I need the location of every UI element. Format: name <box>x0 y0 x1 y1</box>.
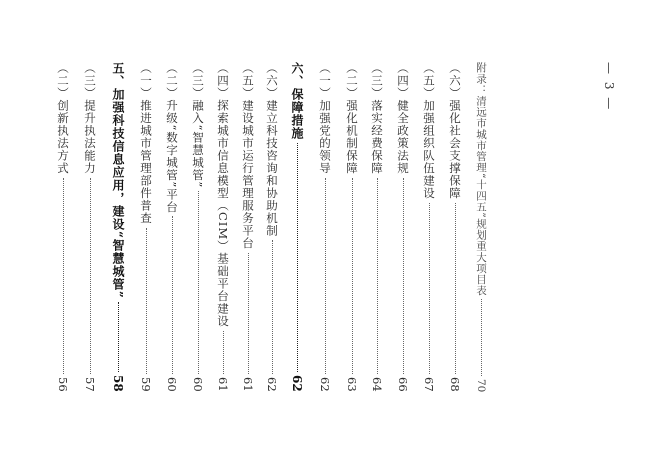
dot-leader <box>481 299 482 376</box>
toc-entry-title: （三）落实经费保障 <box>370 62 384 175</box>
toc-entry <box>396 62 410 392</box>
dot-leader <box>352 178 353 375</box>
toc-entry-title: （六）建立科技咨询和协助机制 <box>265 62 279 237</box>
toc-entry <box>241 62 255 392</box>
toc-entry-page: 66 <box>396 377 410 392</box>
toc-entry <box>422 62 436 392</box>
dot-leader <box>248 253 249 375</box>
dot-leader <box>63 178 64 375</box>
toc-entry-page: 59 <box>139 377 153 392</box>
dot-leader <box>223 331 224 375</box>
toc-entry-page: 62 <box>265 377 279 392</box>
toc-entry-page: 62 <box>290 375 304 392</box>
dot-leader <box>272 240 273 374</box>
toc-entry <box>345 62 359 392</box>
toc-entry-page: 67 <box>422 377 436 392</box>
toc-entry-page: 56 <box>56 377 70 392</box>
toc-entry <box>56 62 70 392</box>
toc-entry-title: 六、保障措施 <box>290 62 304 140</box>
toc-entry-title: （一）加强党的领导 <box>318 62 332 175</box>
dot-leader <box>90 178 91 375</box>
toc-entry-page: 60 <box>165 377 179 392</box>
toc-entry-title: 附录：清远市城市管理“十四五”规划重大项目表 <box>475 62 487 296</box>
toc-entry-title: （四）探索城市信息模型（CIM）基础平台建设 <box>216 62 230 328</box>
dot-leader <box>429 203 430 375</box>
toc-entry-title: （五）建设城市运行管理服务平台 <box>241 62 255 250</box>
dot-leader <box>172 216 173 374</box>
dot-leader <box>325 178 326 375</box>
dot-leader <box>146 228 147 375</box>
toc-entry-page: 61 <box>216 377 230 392</box>
toc-entry-title: （三）提升执法能力 <box>83 62 97 175</box>
toc-entry <box>216 62 230 392</box>
toc-entry-title: 五、加强科技信息应用，建设“智慧城管” <box>111 62 125 299</box>
toc-entry <box>318 62 332 392</box>
toc-entry <box>265 62 279 392</box>
toc-entry <box>83 62 97 392</box>
dot-leader <box>297 143 298 372</box>
toc-entry <box>448 62 462 392</box>
toc-appendix-entry <box>474 62 488 392</box>
toc-entry-title: （一）推进城市管理部件普查 <box>139 62 153 225</box>
toc-entry <box>191 62 205 392</box>
toc-entry-title: （四）健全政策法规 <box>396 62 410 175</box>
dot-leader <box>198 191 199 374</box>
toc-entry-page: 58 <box>111 375 125 392</box>
toc-section-heading <box>290 62 304 392</box>
toc-entry-page: 70 <box>475 378 487 392</box>
toc-entry-title: （六）强化社会支撑保障 <box>448 62 462 200</box>
toc-section-heading <box>111 62 125 392</box>
toc-entry-page: 64 <box>370 377 384 392</box>
toc-entry-title: （三）融入“智慧城管” <box>191 62 205 189</box>
toc-entry-page: 63 <box>345 377 359 392</box>
toc-entry-page: 61 <box>241 377 255 392</box>
toc-entry-page: 62 <box>318 377 332 392</box>
toc-entry-title: （二）强化机制保障 <box>345 62 359 175</box>
toc-entry-title: （二）创新执法方式 <box>56 62 70 175</box>
dot-leader <box>377 178 378 375</box>
dot-leader <box>455 203 456 375</box>
dot-leader <box>118 302 119 372</box>
toc-entry <box>139 62 153 392</box>
toc-entry-page: 68 <box>448 377 462 392</box>
toc-entry-title: （二）升级“数字城管”平台 <box>165 62 179 214</box>
toc-entry <box>165 62 179 392</box>
dot-leader <box>403 178 404 375</box>
toc-entry <box>370 62 384 392</box>
toc-entry-title: （五）加强组织队伍建设 <box>422 62 436 200</box>
toc-entry-page: 57 <box>83 377 97 392</box>
toc-entry-page: 60 <box>191 377 205 392</box>
page-number: — 3 — <box>602 62 616 112</box>
